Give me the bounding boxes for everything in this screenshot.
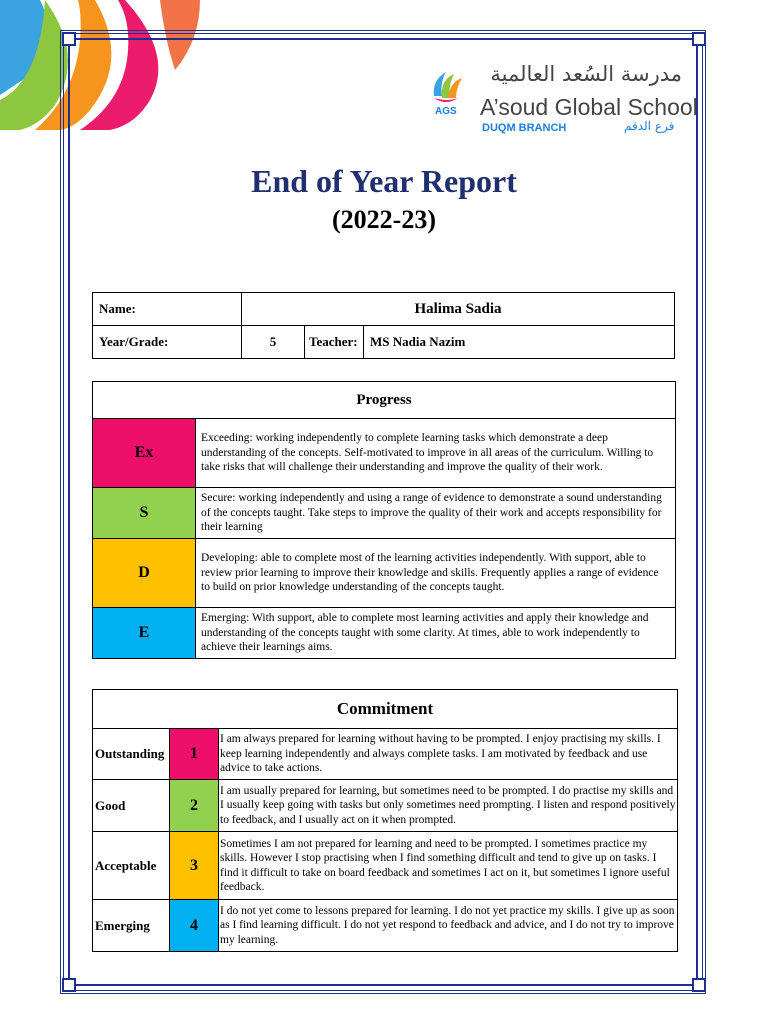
progress-table xyxy=(92,381,676,659)
progress-header-row xyxy=(93,382,676,419)
grade-value: 5 xyxy=(242,326,305,359)
progress-row xyxy=(93,419,676,488)
progress-row xyxy=(93,539,676,608)
school-logo xyxy=(428,60,698,140)
border-corner-ornament xyxy=(62,32,76,46)
branch-name: DUQM BRANCH xyxy=(482,122,567,134)
teacher-name: MS Nadia Nazim xyxy=(364,326,675,359)
border-corner-ornament xyxy=(692,32,706,46)
border-corner-ornament xyxy=(62,978,76,992)
name-label: Name: xyxy=(93,293,242,326)
commitment-heading: Commitment xyxy=(93,690,678,729)
school-name-english: A’soud Global School xyxy=(480,94,698,120)
commitment-number-cell: 3 xyxy=(170,832,219,900)
progress-heading: Progress xyxy=(93,382,676,419)
commitment-description: Sometimes I am not prepared for learning and need to be prompted. I sometimes practice my skills. However I stop practising when I find something difficult and tend to give up on tasks. I find it difficult to take on board feedback and sometimes I act on it, but sometimes I ignore useful feedback. xyxy=(219,832,678,900)
commitment-description: I am always prepared for learning without having to be prompted. I enjoy practising my skills. I keep learning independently and always complete tasks. I am motivated by feedback and use advice to take actions. xyxy=(219,729,678,780)
commitment-description: I do not yet come to lessons prepared for learning. I do not yet practice my skills. I give up as soon as I find learning difficult. I do not yet respond to feedback and advice, and I do not try to improve my learning. xyxy=(219,900,678,952)
progress-description: Developing: able to complete most of the learning activities independently. With support, able to review prior learning to improve their knowledge and skills. Frequently applies a range of evidence to build on prior knowledge understanding of the concepts taught. xyxy=(196,539,676,608)
commitment-row xyxy=(93,780,678,832)
progress-row xyxy=(93,488,676,539)
progress-code-cell: S xyxy=(93,488,196,539)
school-initials: AGS xyxy=(435,106,457,117)
branch-name-arabic: فرع الدقم xyxy=(624,119,675,133)
progress-description: Exceeding: working independently to complete learning tasks which demonstrate a deep understanding of the concepts. Self-motivated to improve in all areas of the curriculum. Willing to take risks that will challenge their understanding and improve the quality of their work. xyxy=(196,419,676,488)
progress-code-cell: E xyxy=(93,608,196,659)
commitment-level: Outstanding xyxy=(93,729,170,780)
grade-row xyxy=(93,326,675,359)
commitment-level: Emerging xyxy=(93,900,170,952)
commitment-row xyxy=(93,900,678,952)
commitment-number-cell: 2 xyxy=(170,780,219,832)
grade-label: Year/Grade: xyxy=(93,326,242,359)
teacher-label: Teacher: xyxy=(305,326,364,359)
commitment-row xyxy=(93,729,678,780)
commitment-description: I am usually prepared for learning, but sometimes need to be prompted. I do practise my skills and I usually keep going with tasks but only sometimes need prompting. I listen and respond positively to feedback, and I usually act on it when prompted. xyxy=(219,780,678,832)
commitment-level: Good xyxy=(93,780,170,832)
commitment-row xyxy=(93,832,678,900)
progress-description: Secure: working independently and using a range of evidence to demonstrate a sound understanding of the concepts taught. Take steps to improve the quality of their work and accepts responsibility for their learning xyxy=(196,488,676,539)
commitment-header-row xyxy=(93,690,678,729)
border-corner-ornament xyxy=(692,978,706,992)
commitment-number-cell: 4 xyxy=(170,900,219,952)
progress-row xyxy=(93,608,676,659)
school-name-arabic: مدرسة السُعد العالمية xyxy=(490,62,682,86)
commitment-level: Acceptable xyxy=(93,832,170,900)
report-title: End of Year Report xyxy=(251,163,517,199)
commitment-number-cell: 1 xyxy=(170,729,219,780)
commitment-table xyxy=(92,689,678,952)
name-row xyxy=(93,293,675,326)
progress-code-cell: Ex xyxy=(93,419,196,488)
student-info-table xyxy=(92,292,675,359)
report-year: (2022-23) xyxy=(332,205,436,234)
progress-description: Emerging: With support, able to complete most learning activities and apply their knowledge and understanding of the concepts taught with some clarity. At times, able to work independently to achieve their learnings aims. xyxy=(196,608,676,659)
progress-code-cell: D xyxy=(93,539,196,608)
student-name: Halima Sadia xyxy=(242,293,675,326)
